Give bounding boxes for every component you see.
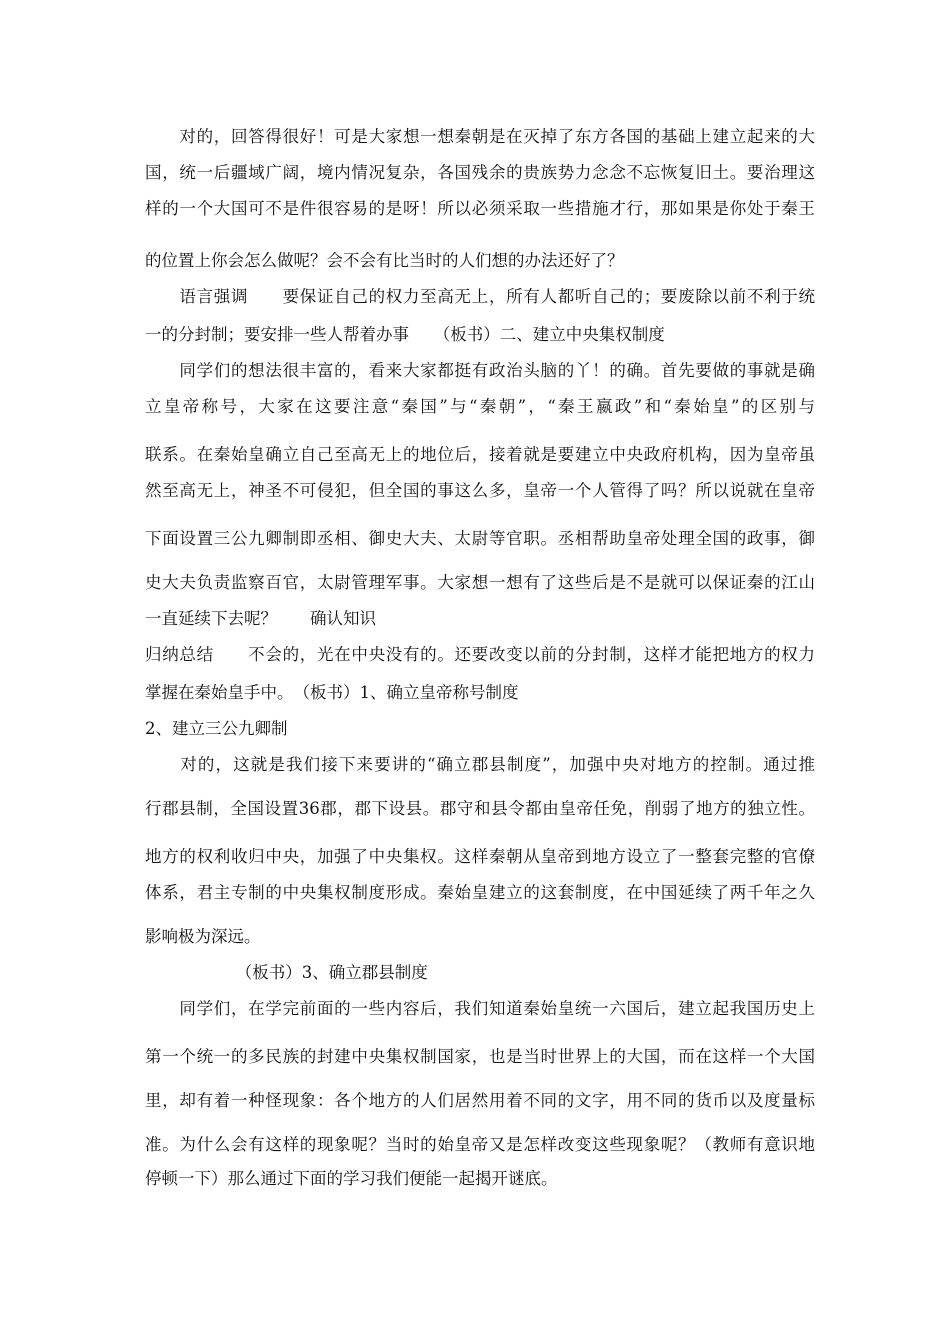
text-line: 准。为什么会有这样的现象呢？当时的始皇帝又是怎样改变这些现象呢？（教师有意识地 [145, 1135, 815, 1154]
text-line: 归纳总结 不会的，光在中央没有的。还要改变以前的分封制，这样才能把地方的权力 [145, 645, 815, 664]
text-line: 行郡县制，全国设置36郡，郡下设县。郡守和县令都由皇帝任免，削弱了地方的独立性。 [145, 799, 815, 818]
text-line: 同学们，在学完前面的一些内容后，我们知道秦始皇统一六国后，建立起我国历史上 [145, 999, 815, 1018]
text-line: 国，统一后疆域广阔，境内情况复杂，各国残余的贵族势力念念不忘恢复旧土。要治理这 [145, 163, 815, 182]
text-line: 体系，君主专制的中央集权制度形成。秦始皇建立的这套制度，在中国延续了两千年之久 [145, 883, 815, 902]
text-line: 对的，这就是我们接下来要讲的“确立郡县制度”，加强中央对地方的控制。通过推 [145, 755, 815, 774]
text-line: 一的分封制；要安排一些人帮着办事 （板书）二、建立中央集权制度 [145, 325, 665, 344]
text-line: 2、建立三公九卿制 [145, 719, 288, 738]
text-line: 下面设置三公九卿制即丞相、御史大夫、太尉等官职。丞相帮助皇帝处理全国的政事，御 [145, 529, 815, 548]
text-line: 同学们的想法很丰富的，看来大家都挺有政治头脑的丫！的确。首先要做的事就是确 [145, 361, 815, 380]
text-line: 然至高无上，神圣不可侵犯，但全国的事这么多，皇帝一个人管得了吗？所以说就在皇帝 [145, 481, 815, 500]
text-line: 地方的权利收归中央，加强了中央集权。这样秦朝从皇帝到地方设立了一整套完整的官僚 [145, 847, 815, 866]
text-line: 联系。在秦始皇确立自己至高无上的地位后，接着就是要建立中央政府机构，因为皇帝虽 [145, 445, 815, 464]
text-line: 一直延续下去呢？ 确认知识 [145, 609, 376, 628]
text-line: 停顿一下）那么通过下面的学习我们便能一起揭开谜底。 [145, 1169, 558, 1188]
text-line: 的位置上你会怎么做呢？会不会有比当时的人们想的办法还好了？ [145, 251, 624, 270]
text-line: 史大夫负责监察百官，太尉管理军事。大家想一想有了这些后是不是就可以保证秦的江山 [145, 573, 815, 592]
text-line: 语言强调 要保证自己的权力至高无上，所有人都听自己的；要废除以前不利于统 [145, 287, 815, 306]
text-line: 第一个统一的多民族的封建中央集权制国家，也是当时世界上的大国，而在这样一个大国 [145, 1047, 815, 1066]
text-line: 样的一个大国可不是件很容易的是呀！所以必须采取一些措施才行，那如果是你处于秦王 [145, 199, 815, 218]
text-line: 对的，回答得很好！可是大家想一想秦朝是在灭掉了东方各国的基础上建立起来的大 [145, 127, 815, 146]
text-line: 立皇帝称号，大家在这要注意“秦国”与“秦朝”，“秦王嬴政”和“秦始皇”的区别与 [145, 397, 815, 416]
text-line: （板书）3、确立郡县制度 [145, 963, 428, 982]
text-line: 里，却有着一种怪现象：各个地方的人们居然用着不同的文字，用不同的货币以及度量标 [145, 1091, 815, 1110]
text-line: 影响极为深远。 [145, 927, 261, 946]
text-line: 掌握在秦始皇手中。 （板书）1、确立皇帝称号制度 [145, 683, 519, 702]
